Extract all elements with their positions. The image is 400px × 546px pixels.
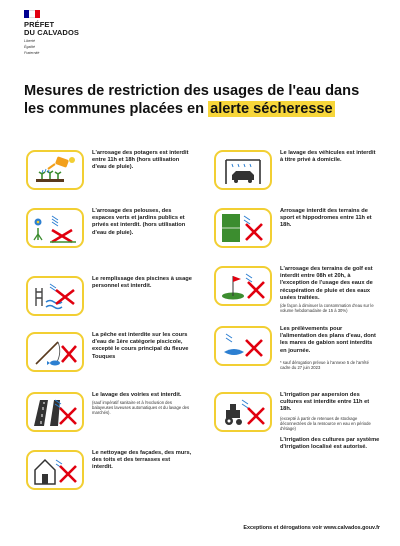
restriction-ponds (214, 326, 380, 370)
restriction-text-block (280, 266, 380, 313)
prefet-line1: PRÉFET (24, 20, 55, 29)
footer-link-text: Exceptions et dérogations voir www.calvados.gouv.fr (243, 525, 380, 531)
house-facade-icon (26, 450, 84, 490)
restriction-fishing (26, 332, 192, 372)
title-highlight: alerte sécheresse (210, 101, 333, 117)
restriction-car-wash (214, 150, 380, 190)
restriction-facades (26, 450, 192, 490)
prefet-line2: DU CALVADOS (24, 28, 79, 37)
restriction-text: L'arrosage des potagers est interdit entre 11h et 18h (hors utilisation d'eau de pluie). (92, 150, 189, 171)
restriction-text: Le remplissage des piscines à usage personnel est interdit. (92, 276, 192, 290)
restriction-vegetable-garden (26, 150, 192, 190)
title-line2 (24, 100, 384, 118)
restriction-text-block (280, 326, 380, 370)
fishing-icon (26, 332, 84, 372)
restriction-note: * sauf dérogation prévue à l'annexe 5 de l'arrêté cadre du 27 juin 2023 (280, 359, 369, 370)
restriction-text: La pêche est interdite sur les cours d'eau de 1ère catégorie piscicole, excepté le cours principal du fleuve Touques (92, 332, 189, 360)
watering-can-icon (26, 150, 84, 190)
restriction-text: L'arrosage des terrains de golf est interdit entre 08h et 20h, à l'exception de l'usage des eaux de récupération de pluie et des eaux usées traitées. (280, 266, 373, 301)
motto-fraternite: Fraternité (24, 51, 40, 55)
motto-liberte: Liberté (24, 39, 35, 43)
restriction-text: Le nettoyage des façades, des murs, des toits et des terrasses est interdit. (92, 450, 192, 471)
restriction-text: Le lavage des voiries est interdit. (92, 392, 182, 398)
car-wash-icon (214, 150, 272, 190)
restriction-swimming-pools (26, 276, 192, 316)
tractor-irrigation-icon (214, 392, 272, 432)
restriction-text: L'arrosage des pelouses, des espaces verts et jardins publics et privés est interdit. (hors utilisation d'eau de pluie). (92, 208, 186, 236)
golf-icon (214, 266, 272, 306)
restriction-text-block (92, 392, 192, 415)
flower-garden-icon (26, 208, 84, 248)
restriction-irrigation (214, 392, 380, 451)
title-line2-prefix: les communes placées en (24, 101, 209, 117)
restriction-text-block (280, 392, 380, 451)
restriction-text-localized: L'irrigation des cultures par système d'irrigation localisé est autorisé. (280, 436, 380, 450)
swimming-pool-icon (26, 276, 84, 316)
restriction-text: Les prélèvements pour l'alimentation des plans d'eau, dont les mares de gabion sont interdits en journée. (280, 326, 376, 354)
pond-filling-icon (214, 326, 272, 366)
title-line1: Mesures de restriction des usages de l'eau dans (24, 83, 360, 99)
restriction-text: L'irrigation par aspersion des cultures est interdite entre 11h et 18h. (280, 392, 370, 413)
road-cleaning-icon (26, 392, 84, 432)
restriction-text: Le lavage des véhicules est interdit à titre privé à domicile. (280, 150, 376, 164)
motto-egalite: Égalité (24, 45, 35, 49)
sports-field-icon (214, 208, 272, 248)
restriction-note: (excepté à partir de retenues de stockage déconnectées de la ressource en eau en période d'étiage) (280, 415, 371, 431)
restriction-lawns-gardens (26, 208, 192, 248)
restriction-text: Arrosage interdit des terrains de sport et hippodromes entre 11h et 18h. (280, 208, 372, 229)
restriction-golf (214, 266, 380, 313)
restriction-sports-fields (214, 208, 380, 248)
page-title (24, 82, 384, 118)
french-flag-icon (24, 10, 40, 18)
restriction-note: (sauf impératif sanitaire et à l'exclusion des balayeuses laveuses automatiques et du lavage des marchés). (92, 400, 190, 416)
restriction-road-cleaning (26, 392, 192, 432)
restriction-note: (de façon à diminuer la consommation d'eau sur le volume hebdomadaire de 15 à 30%) (280, 303, 374, 314)
prefecture-logo (24, 10, 144, 55)
